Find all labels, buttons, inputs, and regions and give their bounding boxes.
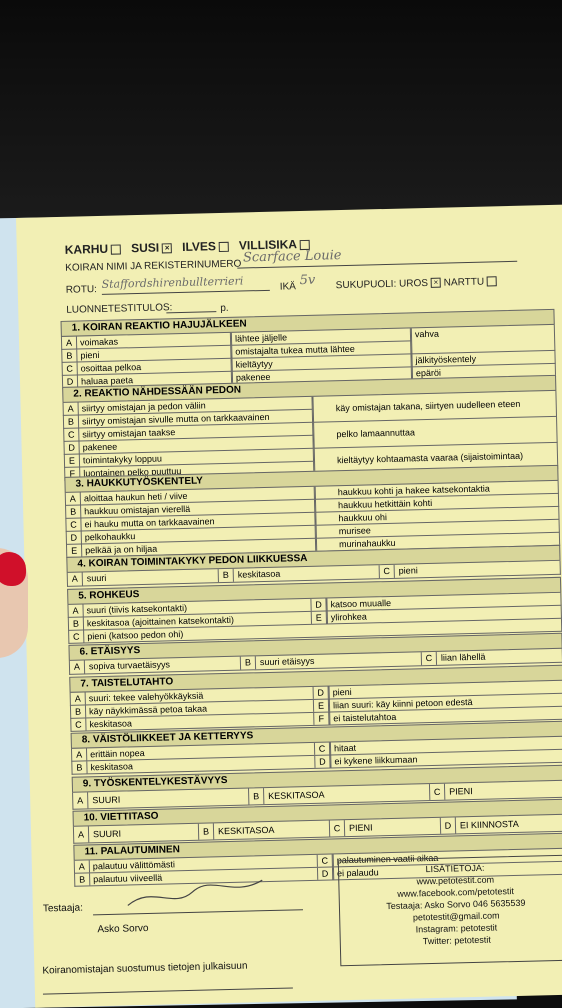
s3-row-c[interactable]: C ei hauku mutta on tarkkaavainen xyxy=(65,513,315,532)
s10-option-b[interactable]: B KESKITASOA xyxy=(199,821,330,840)
s3-row-e[interactable]: E pelkää ja on hiljaa xyxy=(66,539,316,558)
susi-checkbox[interactable]: × xyxy=(162,243,172,253)
s3-right-4[interactable]: murisee xyxy=(316,520,560,539)
s1-mid-1[interactable]: lähtee jäljelle xyxy=(231,328,411,345)
male-label: SUKUPUOLI: UROS xyxy=(335,277,429,292)
section-11-title: 11. PALAUTUMINEN xyxy=(73,833,562,861)
s4-option-b[interactable]: B keskitasoa xyxy=(219,565,380,582)
s8-row-2[interactable]: B keskitasoa D ei kykene liikkumaan xyxy=(71,750,562,775)
section-3-title: 3. HAUKKUTYÖSKENTELY xyxy=(64,465,558,493)
test-form-paper xyxy=(16,205,562,1008)
info-tester: Testaaja: Asko Sorvo 046 5635539 xyxy=(386,897,526,912)
s2-row-a[interactable]: A siirtyy omistajan ja pedon väliin xyxy=(63,397,313,416)
section-9-title: 9. TYÖSKENTELYKESTÄVYYS xyxy=(72,765,562,793)
s8-row-1[interactable]: A erittäin nopea C hitaat xyxy=(71,737,562,762)
male-checkbox[interactable]: × xyxy=(431,278,441,288)
s1-row-a[interactable]: A voimakas xyxy=(61,333,231,350)
s3-row-a[interactable]: A aloittaa haukun heti / viive xyxy=(65,487,315,506)
consent-label: Koiranomistajan suostumus tietojen julkaisuun xyxy=(42,960,248,977)
sex-label xyxy=(336,276,498,291)
info-box xyxy=(338,855,562,967)
dog-name-value[interactable]: Scarface Louie xyxy=(242,248,342,266)
female-label: NARTTU xyxy=(443,276,485,289)
ilves-label: ILVES xyxy=(181,239,217,254)
info-website[interactable]: www.petotestit.com xyxy=(416,874,495,887)
s1-mid-3[interactable]: kieltäytyy xyxy=(232,354,412,371)
s5-row-3[interactable]: C pieni (katsoo pedon ohi) xyxy=(68,619,562,644)
section-10-title: 10. VIETTITASO xyxy=(73,799,562,827)
susi-label: SUSI xyxy=(130,240,160,256)
s1-right-1[interactable]: vahva xyxy=(411,325,556,355)
s7-row-3[interactable]: C keskitasoa F ei taistelutahtoa xyxy=(70,707,562,732)
s7-row-2[interactable]: B käy näykkimässä petoa takaa E liian suuri: käy kiinni petoon edestä xyxy=(70,694,562,719)
s5-row-1[interactable]: A suuri (tiivis katsekontakti) D katsoo muualle xyxy=(67,593,561,618)
info-facebook[interactable]: www.facebook.com/petotestit xyxy=(397,886,514,899)
breed-underline xyxy=(102,290,270,295)
tester-name: Asko Sorvo xyxy=(97,922,149,936)
s10-option-d[interactable]: D EI KIINNOSTA xyxy=(441,815,562,834)
dark-background xyxy=(0,0,562,230)
s3-row-d[interactable]: D pelkohaukku xyxy=(66,526,316,545)
result-label: LUONNETESTITULOS: xyxy=(66,302,173,316)
s6-option-a[interactable]: A sopiva turvaetäisyys xyxy=(70,657,241,674)
dog-name-label: KOIRAN NIMI JA REKISTERINUMERO xyxy=(65,258,242,274)
s2-row-c[interactable]: C siirtyy omistajan taakse xyxy=(63,423,313,442)
s3-right-1[interactable]: haukkuu kohti ja hakee katsekontaktia xyxy=(315,481,559,500)
s2-row-b[interactable]: B siirtyy omistajan sivulle mutta on tarkkaavainen xyxy=(63,410,313,429)
s7-row-1[interactable]: A suuri: tekee valehyökkäyksiä D pieni xyxy=(70,681,562,706)
s11-row-2[interactable]: B palautuu viiveellä D ei palaudu xyxy=(74,862,562,887)
s4-option-a[interactable]: A suuri xyxy=(68,569,219,586)
s1-right-2[interactable]: jälkityöskentely xyxy=(411,351,555,368)
info-email[interactable]: petotestit@gmail.com xyxy=(412,910,500,923)
s3-row-b[interactable]: B haukkuu omistajan vierellä xyxy=(65,500,315,519)
info-heading: LISÄTIETOJA: xyxy=(425,862,485,875)
s6-option-b[interactable]: B suuri etäisyys xyxy=(241,652,422,669)
s2-row-d[interactable]: D pakenee xyxy=(63,436,313,455)
karhu-checkbox[interactable] xyxy=(111,244,121,254)
section-8-title: 8. VÄISTÖLIIKKEET JA KETTERYYS xyxy=(71,721,562,749)
section-2 xyxy=(62,375,558,481)
s3-right-5[interactable]: murinahaukku xyxy=(316,533,560,552)
s4-option-c[interactable]: C pieni xyxy=(380,561,560,578)
s9-option-a[interactable]: A SUURI xyxy=(73,788,249,808)
s1-row-b[interactable]: B pieni xyxy=(61,346,231,363)
s1-mid-4[interactable]: pakenee xyxy=(232,367,412,384)
section-1-title: 1. KOIRAN REAKTIO HAJUJÄLKEEN xyxy=(61,309,555,337)
section-5-title: 5. ROHKEUS xyxy=(67,577,561,605)
s2-row-f[interactable]: F luontainen pelko puuttuu xyxy=(64,462,314,481)
s2-right-3[interactable]: kieltäytyy kohtaamasta vaaraa (sijaistoimintaa) xyxy=(314,443,559,475)
age-value[interactable]: 5v xyxy=(299,272,316,289)
s11-row-1[interactable]: A palautuu välittömästi C palautuminen vaatii aikaa xyxy=(74,849,562,874)
result-underline xyxy=(166,311,216,313)
signature xyxy=(122,872,273,916)
s6-option-c[interactable]: C liian lähellä xyxy=(422,649,562,665)
s5-row-2[interactable]: B keskitasoa (ajoittainen katsekontakti) E ylirohkea xyxy=(68,606,562,631)
section-7-title: 7. TAISTELUTAHTO xyxy=(69,665,562,693)
s2-right-1[interactable]: käy omistajan takana, siirtyen uudelleen eteen xyxy=(312,391,557,423)
section-3 xyxy=(64,465,560,558)
female-checkbox[interactable] xyxy=(487,277,497,287)
s10-option-c[interactable]: C PIENI xyxy=(330,818,441,837)
section-2-title: 2. REAKTIO NÄHDESSÄÄN PEDON xyxy=(62,375,556,403)
s1-right-3[interactable]: epäröi xyxy=(412,364,556,381)
s10-option-a[interactable]: A SUURI xyxy=(74,824,199,843)
karhu-label: KARHU xyxy=(64,241,109,257)
consent-line xyxy=(43,987,293,994)
s1-mid-2[interactable]: omistajalta tukea mutta lähtee xyxy=(231,341,411,358)
s1-row-d[interactable]: D haluaa paeta xyxy=(62,372,232,389)
points-label: p. xyxy=(220,302,229,315)
s2-right-2[interactable]: pelko lamaannuttaa xyxy=(313,417,558,449)
info-instagram[interactable]: Instagram: petotestit xyxy=(415,922,498,935)
section-6-title: 6. ETÄISYYS xyxy=(68,633,562,661)
s9-option-c[interactable]: C PIENI xyxy=(430,781,562,800)
villisika-label: VILLISIKA xyxy=(238,237,298,253)
s3-right-3[interactable]: haukkuu ohi xyxy=(315,507,559,526)
info-twitter[interactable]: Twitter: petotestit xyxy=(422,934,491,947)
s9-option-b[interactable]: B KESKITASOA xyxy=(249,784,430,804)
breed-value[interactable]: Staffordshirenbullterrieri xyxy=(101,274,244,291)
age-label: IKÄ xyxy=(279,281,297,293)
tester-label: Testaaja: xyxy=(42,902,84,915)
s2-row-e[interactable]: E toimintakyky loppuu xyxy=(64,449,314,468)
s1-row-c[interactable]: C osoittaa pelkoa xyxy=(62,359,232,376)
section-4-title: 4. KOIRAN TOIMINTAKYKY PEDON LIIKKUESSA xyxy=(66,545,560,573)
ilves-checkbox[interactable] xyxy=(219,242,229,252)
breed-label: ROTU: xyxy=(65,284,98,296)
s3-right-2[interactable]: haukkuu hetkittäin kohti xyxy=(315,494,559,513)
